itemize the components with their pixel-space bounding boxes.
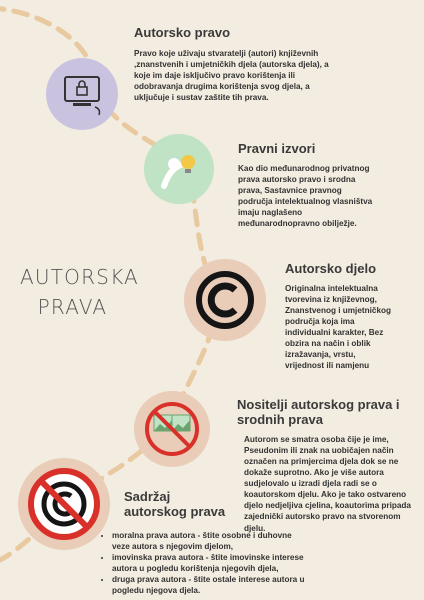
copyright-icon	[193, 268, 257, 332]
section-1-heading: Autorsko pravo	[134, 25, 231, 40]
list-item: • imovinska prava autora - štite imovinske interese autora u pogledu korištenja njegovih djela,	[112, 552, 308, 574]
section-5-heading: Sadržaj autorskog prava	[124, 489, 226, 519]
computer-lock-icon	[59, 71, 105, 117]
section-4-icon-circle	[134, 391, 210, 467]
section-3-icon-circle	[184, 259, 266, 341]
section-3-heading: Autorsko djelo	[285, 261, 377, 276]
no-image-copy-icon	[142, 399, 202, 459]
section-1-text: Pravo koje uživaju stvaratelji (autori) književnih ,znanstvenih i umjetničkih djela (autorska djela), a koje im daje isključivo pravo korištenja ili odobravanja drugima korištenja svog djela, a uključuje i sustav zaštite tih prava.	[134, 49, 329, 103]
no-copyright-icon	[27, 467, 101, 541]
main-title: AUTORSKA PRAVA	[20, 265, 139, 319]
section-1-icon-circle	[46, 58, 118, 130]
list-item: • moralna prava autora - štite osobne i duhovne veze autora s njegovim djelom,	[112, 530, 308, 552]
section-5-list	[98, 530, 308, 596]
list-item: • druga prava autora - štite ostale interese autora u pogledu njegova djela.	[112, 574, 308, 596]
idea-person-icon	[154, 144, 204, 194]
section-4-heading: Nositelji autorskog prava i srodnih prava	[237, 397, 400, 427]
section-5-icon-circle	[18, 458, 110, 550]
section-2-heading: Pravni izvori	[238, 141, 316, 156]
section-3-text: Originalna intelektualna tvorevina iz književnog, Znanstvenog i umjetničkog područja koja ima individualni karakter, Bez obzira na način i oblik izražavanja, vrstu, vrijednost ili namjenu	[285, 284, 391, 371]
section-4-text: Autorom se smatra osoba čije je ime, Pseudonim ili znak na uobičajen način označen na primjercima djela dok se ne dokaže suprotno. Ako je više autora sudjelovalo u izradi djela radi se o koautorskom djelu. Ako je tako ostvareno djelo nedjeljiva cjelina, koautorima pripada zajednički autorsko pravo na stvorenom djelu.	[244, 435, 411, 533]
section-2-text: Kao dio međunarodnog privatnog prava autorsko pravo i srodna prava, Sastavnice pravnog područja intelektualnog vlasništva imaju naglašeno međunarodnopravno obilježje.	[238, 164, 373, 229]
section-2-icon-circle	[144, 134, 214, 204]
